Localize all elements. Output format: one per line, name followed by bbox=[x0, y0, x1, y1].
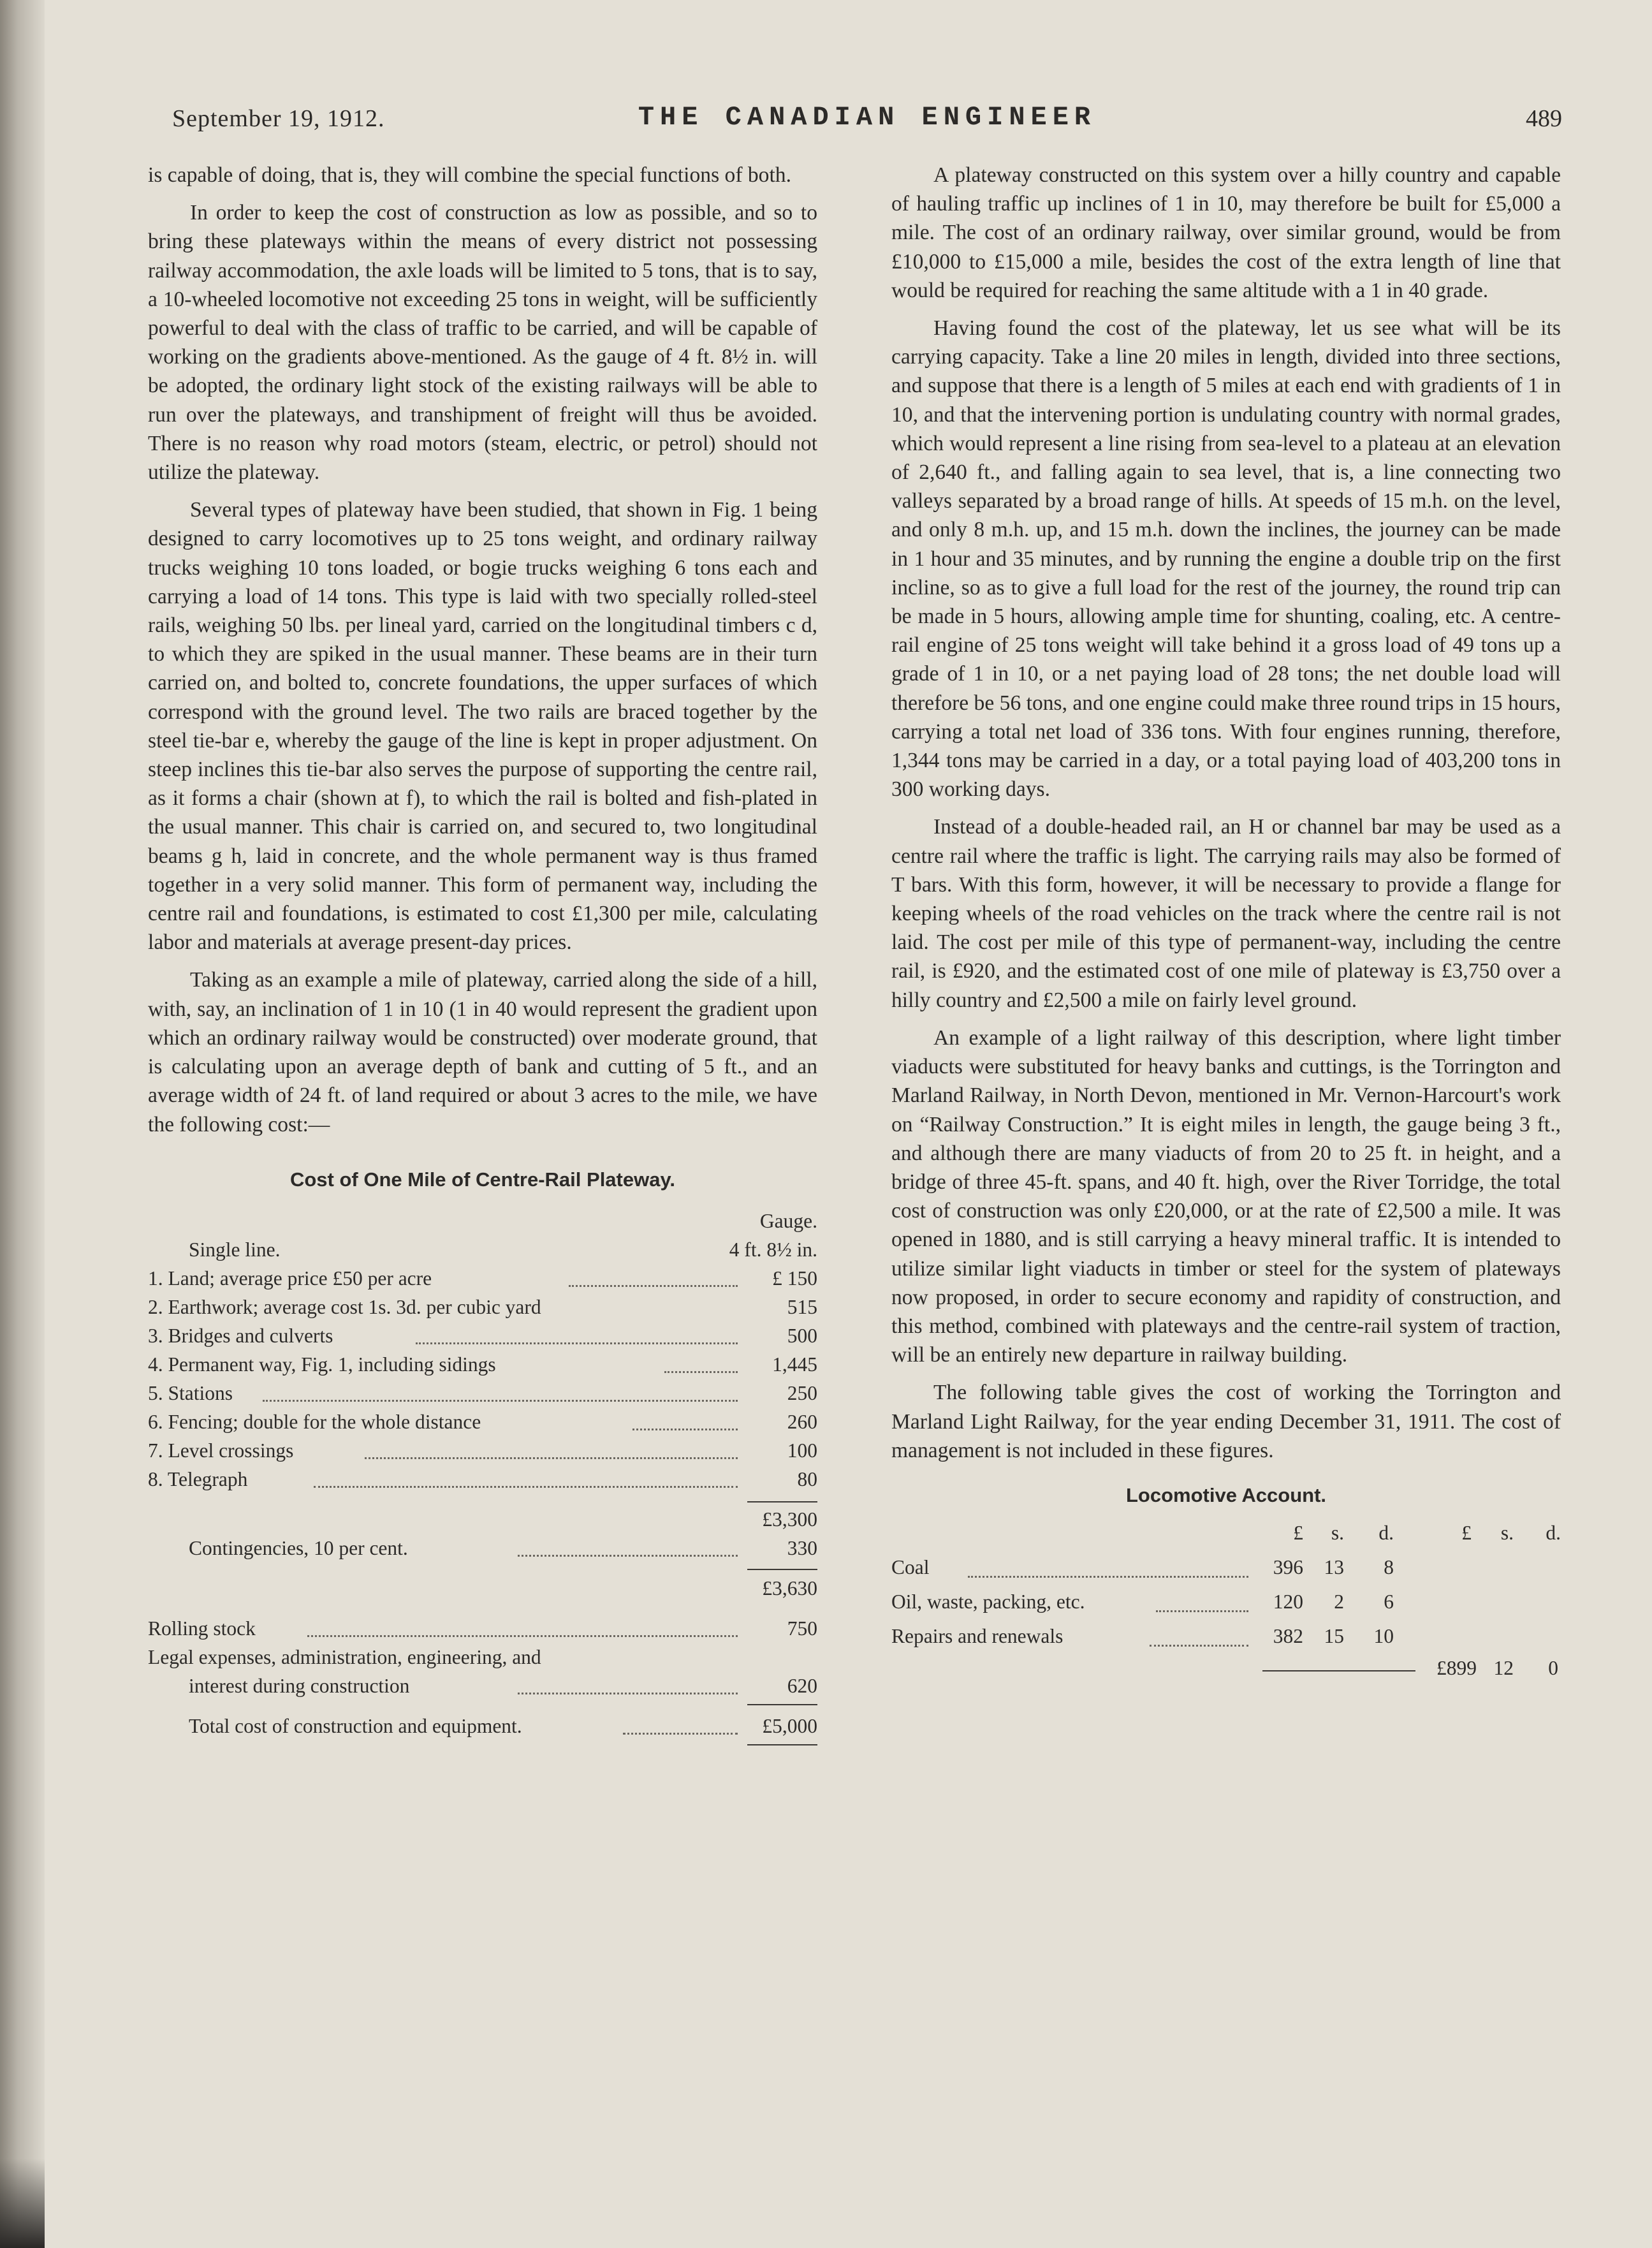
subtotal-row bbox=[148, 1574, 817, 1603]
cost-item-value: 80 bbox=[797, 1467, 817, 1490]
loco-row bbox=[891, 1619, 1561, 1654]
paragraph: The following table gives the cost of working the Torrington and Marland Light Railway, for the year ending December 31, 1911. The cost of management is not included in these figures. bbox=[891, 1381, 1561, 1462]
contingencies-value: 330 bbox=[787, 1536, 817, 1559]
leader-dots bbox=[416, 1314, 738, 1344]
loco-pence: 10 bbox=[1373, 1624, 1394, 1647]
subtotal-value: £3,300 bbox=[762, 1508, 817, 1531]
loco-total-pence: 0 bbox=[1548, 1656, 1558, 1679]
cost-item-value: 260 bbox=[787, 1410, 817, 1433]
cost-item-label: 3. Bridges and culverts bbox=[148, 1324, 333, 1347]
cost-item bbox=[148, 1264, 817, 1293]
legal-value: 620 bbox=[787, 1674, 817, 1697]
cost-item-label: 4. Permanent way, Fig. 1, including sidings bbox=[148, 1353, 496, 1376]
rule-row bbox=[148, 1740, 817, 1752]
page-binding-shadow bbox=[0, 0, 45, 2248]
leader-dots bbox=[569, 1256, 738, 1287]
paragraph: is capable of doing, that is, they will combine the special functions of both. bbox=[148, 163, 791, 187]
cost-item-label: 6. Fencing; double for the whole distance bbox=[148, 1410, 481, 1433]
leader-dots bbox=[518, 1526, 738, 1557]
loco-table-title: Locomotive Account. bbox=[1125, 1483, 1327, 1506]
subtotal-value: £3,630 bbox=[762, 1576, 817, 1599]
leader-dots bbox=[1150, 1610, 1248, 1647]
contingencies-label: Contingencies, 10 per cent. bbox=[189, 1536, 408, 1559]
paragraph: Having found the cost of the plateway, let us see what will be its carrying capacity. Take a line 20 miles in length, divided into three sections, and suppose that there is a length of 5 miles at each end with gradients of 1 in 10, and that the intervening portion is undulating country with normal grades, which would represent a line rising from sea-level to a plateau at an elevation of 2,640 ft., and falling again to sea level, that is, a line connecting two valleys separated by a broad range of hills. At speeds of 15 m.h. on the level, and only 8 m.h. up, and 15 m.h. down the inclines, the journey can be made in 1 hour and 35 minutes, and by running the engine a double trip on the first incline, so as to give a full load for the rest of the journey, the round trip can be made in 5 hours, allowing ample time for shunting, coaling, etc. A centre-rail engine of 25 tons weight will take behind it a gross load of 49 tons up a grade of 1 in 10, or a net paying load of 28 tons; the net double load will therefore be 56 tons, and one engine could make three round trips in 15 hours, carrying a total net load of 336 tons. With four engines running, therefore, 1,344 tons may be carried in a day, or a total paying load of 403,200 tons in 300 working days. bbox=[891, 316, 1561, 802]
sum-rule bbox=[747, 1501, 817, 1502]
journal-title: THE CANADIAN ENGINEER bbox=[638, 102, 1097, 133]
loco-table bbox=[891, 1516, 1561, 1683]
loco-pounds: 396 bbox=[1273, 1555, 1303, 1578]
loco-row-label: Oil, waste, packing, etc. bbox=[891, 1590, 1085, 1613]
gauge-value: 4 ft. 8½ in. bbox=[729, 1238, 817, 1261]
loco-shillings: 13 bbox=[1324, 1555, 1344, 1578]
leader-dots bbox=[1156, 1576, 1248, 1612]
total-label: Total cost of construction and equipment. bbox=[189, 1714, 522, 1737]
paragraph: An example of a light railway of this description, where light timber viaducts were substituted for heavy banks and cuttings, is the Torrington and Marland Railway, in North Devon, mentioned in Mr. Vernon-Harcourt's work on “Railway Construction.” It is eight miles in length, the gauge being 3 ft., and although there are many viaducts of from 20 to 25 ft. in height, and a bridge of three 45-ft. spans, and 40 ft. high, over the River Torridge, the total cost of construction was only £20,000, or at the rate of £2,500 a mile. It was opened in 1880, and is still carrying a heavy mineral traffic. It is intended to utilize similar light viaducts in timber or steel for the system of plateways now proposed, in order to secure economy and rapidity of construction, and this method, combined with plateways and the centre-rail system of traction, will be an entirely new departure in railway building. bbox=[891, 1025, 1561, 1367]
paragraph: Taking as an example a mile of plateway, carried along the side of a hill, with, say, an inclination of 1 in 10 (1 in 40 would represent the gradient upon which an ordinary railway would be constructed) over moderate ground, that is calculating upon an average depth of bank and cutting of 5 ft., and an average width of 24 ft. of land required or about 3 acres to the mile, we have the following cost:— bbox=[148, 968, 817, 1136]
leader-dots bbox=[968, 1541, 1248, 1578]
leader-dots bbox=[263, 1371, 738, 1402]
cost-item bbox=[148, 1465, 817, 1494]
rolling-stock-label: Rolling stock bbox=[148, 1617, 256, 1640]
legal-label-continued: interest during construction bbox=[189, 1674, 410, 1697]
right-column bbox=[891, 161, 1561, 1683]
cost-item-value: 515 bbox=[787, 1295, 817, 1318]
loco-total-pounds: £899 bbox=[1436, 1656, 1477, 1679]
total-row bbox=[148, 1712, 817, 1740]
loco-total-row bbox=[891, 1654, 1561, 1683]
cost-item-label: 7. Level crossings bbox=[148, 1439, 294, 1462]
contingencies-row bbox=[148, 1534, 817, 1562]
left-column bbox=[148, 161, 817, 1752]
rule-row bbox=[148, 1562, 817, 1574]
leader-dots bbox=[314, 1457, 738, 1488]
paragraph: Instead of a double-headed rail, an H or channel bar may be used as a centre rail where the traffic is light. The carrying rails may also be formed of T bars. With this form, however, it will be necessary to provide a flange for keeping wheels of the road vehicles on the track where the centre rail is not laid. The cost per mile of this type of permanent-way, including the centre rail, is £920, and the estimated cost of one mile of plateway is £3,750 over a hilly country and £2,500 a mile on fairly level ground. bbox=[891, 815, 1561, 1012]
legal-row-continued bbox=[148, 1671, 817, 1700]
loco-pounds: 382 bbox=[1273, 1624, 1303, 1647]
header-pence-total: d. bbox=[1546, 1521, 1561, 1544]
total-value: £5,000 bbox=[762, 1714, 817, 1737]
header-date: September 19, 1912. bbox=[172, 105, 385, 132]
rolling-stock-value: 750 bbox=[787, 1617, 817, 1640]
loco-row-label: Coal bbox=[891, 1555, 930, 1578]
gauge-header: Gauge. bbox=[759, 1209, 817, 1232]
loco-shillings: 2 bbox=[1334, 1590, 1344, 1613]
sum-rule bbox=[747, 1704, 817, 1705]
running-header bbox=[172, 102, 1562, 140]
paragraph: In order to keep the cost of construction as low as possible, and so to bring these plateways within the means of every district not possessing railway accommodation, the axle loads will be limited to 5 tons, that is to say, a 10-wheeled locomotive not exceeding 25 tons in weight, will be sufficiently powerful to deal with the class of traffic to be carried, and will be capable of working on the gradients above-mentioned. As the gauge of 4 ft. 8½ in. will be adopted, the ordinary light stock of the existing railways will be able to run over the plateways, and transhipment of freight will thus be avoided. There is no reason why road motors (steam, electric, or petrol) should not utilize the plateway. bbox=[148, 201, 817, 485]
loco-pounds: 120 bbox=[1273, 1590, 1303, 1613]
cost-table-title: Cost of One Mile of Centre-Rail Plateway. bbox=[289, 1168, 676, 1191]
leader-dots bbox=[632, 1400, 738, 1430]
paragraph: A plateway constructed on this system over a hilly country and capable of hauling traffic up inclines of 1 in 10, may therefore be built for £5,000 a mile. The cost of an ordinary railway, over similar ground, would be from £10,000 to £15,000 a mile, besides the cost of the extra length of line that would be required for reaching the same altitude with a 1 in 40 grade. bbox=[891, 163, 1561, 302]
leader-dots bbox=[365, 1429, 738, 1459]
header-shillings: s. bbox=[1331, 1521, 1344, 1544]
cost-item-label: 1. Land; average price £50 per acre bbox=[148, 1267, 432, 1289]
cost-item-label: 5. Stations bbox=[148, 1381, 233, 1404]
cost-item-value: 500 bbox=[787, 1324, 817, 1347]
loco-pence: 8 bbox=[1384, 1555, 1394, 1578]
rule-row bbox=[148, 1494, 817, 1505]
cost-item-value: 250 bbox=[787, 1381, 817, 1404]
loco-shillings: 15 bbox=[1324, 1624, 1344, 1647]
total-rule bbox=[747, 1744, 817, 1745]
leader-dots bbox=[307, 1606, 738, 1637]
page-corner-shadow bbox=[0, 2159, 45, 2248]
cost-item-label: 2. Earthwork; average cost 1s. 3d. per cubic yard bbox=[148, 1295, 541, 1318]
leader-dots bbox=[664, 1342, 738, 1373]
cost-item-value: £ 150 bbox=[772, 1267, 817, 1289]
cost-item-value: 1,445 bbox=[772, 1353, 817, 1376]
page-number: 489 bbox=[1526, 105, 1562, 132]
sum-rule bbox=[747, 1569, 817, 1570]
loco-total-shillings: 12 bbox=[1493, 1656, 1514, 1679]
leader-dots bbox=[623, 1704, 738, 1735]
cost-item-value: 100 bbox=[787, 1439, 817, 1462]
total-dash bbox=[1262, 1670, 1415, 1671]
paragraph: Several types of plateway have been studied, that shown in Fig. 1 being designed to carry locomotives up to 25 tons weight, and ordinary railway trucks weighing 10 tons loaded, or bogie trucks weighing 6 tons each and carrying a load of 14 tons. This type is laid with two specially rolled-steel rails, weighing 50 lbs. per lineal yard, carried on the longitudinal timbers c d, to which they are spiked in the usual manner. These beams are in their turn carried on, and bolted to, concrete foundations, the upper surfaces of which correspond with the ground level. The two rails are braced together by the steel tie-bar e, whereby the gauge of the line is kept in proper adjustment. On steep inclines this tie-bar also serves the purpose of supporting the centre rail, as it forms a chair (shown at f), to which the rail is bolted and fish-plated in the usual manner. This chair is carried on, and secured to, two longitudinal beams g h, laid in concrete, and the whole permanent way is thus framed together in a very solid manner. This form of permanent way, including the centre rail and foundations, is estimated to cost £1,300 per mile, calculating labor and materials at average present-day prices. bbox=[148, 498, 817, 955]
cost-table bbox=[148, 1207, 817, 1752]
cost-table-header bbox=[148, 1207, 817, 1235]
loco-pence: 6 bbox=[1384, 1590, 1394, 1613]
header-shillings-total: s. bbox=[1500, 1521, 1514, 1544]
legal-label: Legal expenses, administration, engineering, and bbox=[148, 1645, 541, 1668]
loco-row-label: Repairs and renewals bbox=[891, 1624, 1064, 1647]
single-line-label: Single line. bbox=[189, 1238, 281, 1261]
leader-dots bbox=[518, 1664, 738, 1694]
header-pounds-total: £ bbox=[1461, 1521, 1472, 1544]
header-pounds: £ bbox=[1293, 1521, 1303, 1544]
rolling-stock-row bbox=[148, 1614, 817, 1643]
cost-item-label: 8. Telegraph bbox=[148, 1467, 248, 1490]
header-pence: d. bbox=[1378, 1521, 1394, 1544]
